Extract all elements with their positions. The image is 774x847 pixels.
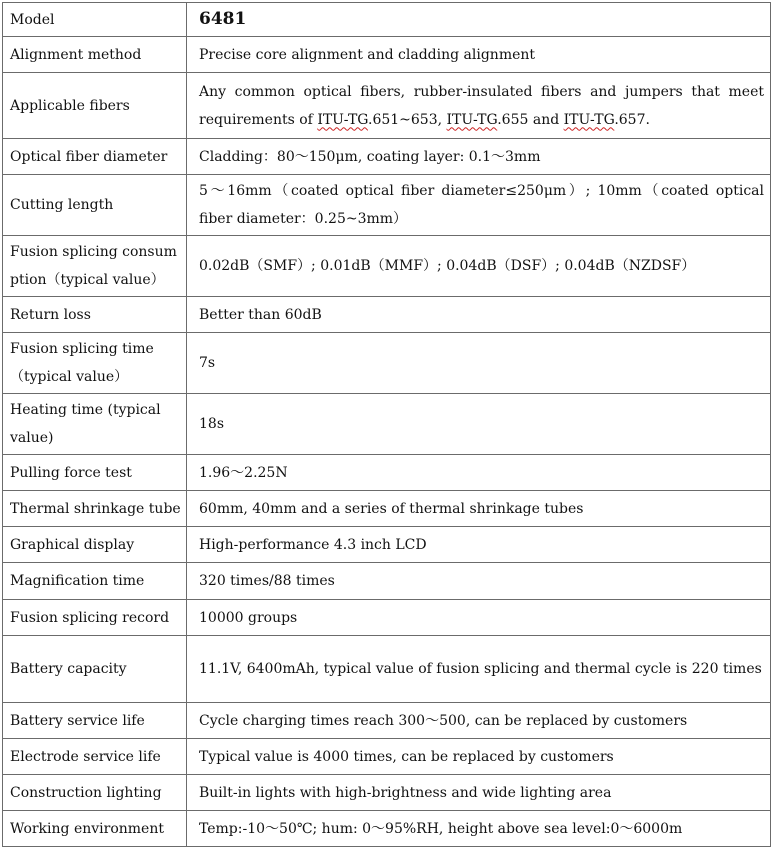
value-cell: 10000 groups: [187, 600, 771, 636]
value-cell: 7s: [187, 333, 771, 394]
table-row: [3, 563, 771, 600]
value-cell: Built-in lights with high-brightness and wide lighting area: [187, 775, 771, 811]
value-cell: [187, 73, 771, 139]
value-text: .651~653,: [368, 111, 447, 128]
param-cell: Return loss: [3, 297, 187, 333]
param-cell: Applicable fibers: [3, 73, 187, 139]
value-cell: Typical value is 4000 times, can be replaced by customers: [187, 739, 771, 775]
param-cell: Fusion splicing consumption（typical value）: [3, 236, 187, 297]
value-text: Any common optical fibers, rubber-insulated fibers and jumpers that meet requirements of: [199, 83, 764, 128]
param-cell: Battery capacity: [3, 636, 187, 703]
value-cell: 60mm, 40mm and a series of thermal shrinkage tubes: [187, 491, 771, 527]
value-text: ITU-TG: [446, 111, 498, 128]
param-cell: Model: [3, 3, 187, 37]
value-cell: 1.96～2.25N: [187, 455, 771, 491]
value-cell: Better than 60dB: [187, 297, 771, 333]
value-cell: Precise core alignment and cladding alignment: [187, 37, 771, 73]
value-cell: Cladding：80～150μm, coating layer: 0.1～3mm: [187, 139, 771, 175]
table-row: [3, 491, 771, 527]
table-row: [3, 636, 771, 703]
param-cell: Fusion splicing record: [3, 600, 187, 636]
value-cell: 0.02dB（SMF）; 0.01dB（MMF）; 0.04dB（DSF）; 0.04dB（NZDSF）: [187, 236, 771, 297]
table-row: [3, 297, 771, 333]
table-row: [3, 775, 771, 811]
table-row: [3, 236, 771, 297]
value-text: ITU-TG: [563, 111, 615, 128]
value-cell: High-performance 4.3 inch LCD: [187, 527, 771, 563]
param-cell: Magnification time: [3, 563, 187, 600]
table-row: [3, 37, 771, 73]
param-cell: Optical fiber diameter: [3, 139, 187, 175]
value-cell: [187, 3, 771, 37]
value-text: .657.: [614, 111, 650, 128]
model-number: 6481: [199, 9, 247, 29]
param-cell: Fusion splicing time（typical value）: [3, 333, 187, 394]
table-row: [3, 139, 771, 175]
table-row: [3, 703, 771, 739]
spec-table: [2, 2, 771, 847]
param-cell: Heating time (typical value): [3, 394, 187, 455]
table-row: [3, 527, 771, 563]
param-cell: Thermal shrinkage tube: [3, 491, 187, 527]
value-cell: 5～16mm（coated optical fiber diameter≤250μm）; 10mm（coated optical fiber diameter：0.25~3mm）: [187, 175, 771, 236]
table-row: [3, 811, 771, 847]
table-row: [3, 394, 771, 455]
value-text: .655 and: [497, 111, 564, 128]
param-cell: Graphical display: [3, 527, 187, 563]
table-row: [3, 3, 771, 37]
value-cell: 18s: [187, 394, 771, 455]
value-cell: Cycle charging times reach 300～500, can be replaced by customers: [187, 703, 771, 739]
param-cell: Construction lighting: [3, 775, 187, 811]
param-cell: Battery service life: [3, 703, 187, 739]
param-cell: Electrode service life: [3, 739, 187, 775]
table-row: [3, 175, 771, 236]
value-cell: 11.1V, 6400mAh, typical value of fusion splicing and thermal cycle is 220 times: [187, 636, 771, 703]
table-row: [3, 600, 771, 636]
table-row: [3, 455, 771, 491]
value-text: ITU-TG: [317, 111, 368, 128]
param-cell: Pulling force test: [3, 455, 187, 491]
table-row: [3, 739, 771, 775]
table-row: [3, 73, 771, 139]
table-row: [3, 333, 771, 394]
param-cell: Alignment method: [3, 37, 187, 73]
value-cell: 320 times/88 times: [187, 563, 771, 600]
value-cell: Temp:-10～50℃; hum: 0～95%RH, height above sea level:0～6000m: [187, 811, 771, 847]
param-cell: Cutting length: [3, 175, 187, 236]
param-cell: Working environment: [3, 811, 187, 847]
